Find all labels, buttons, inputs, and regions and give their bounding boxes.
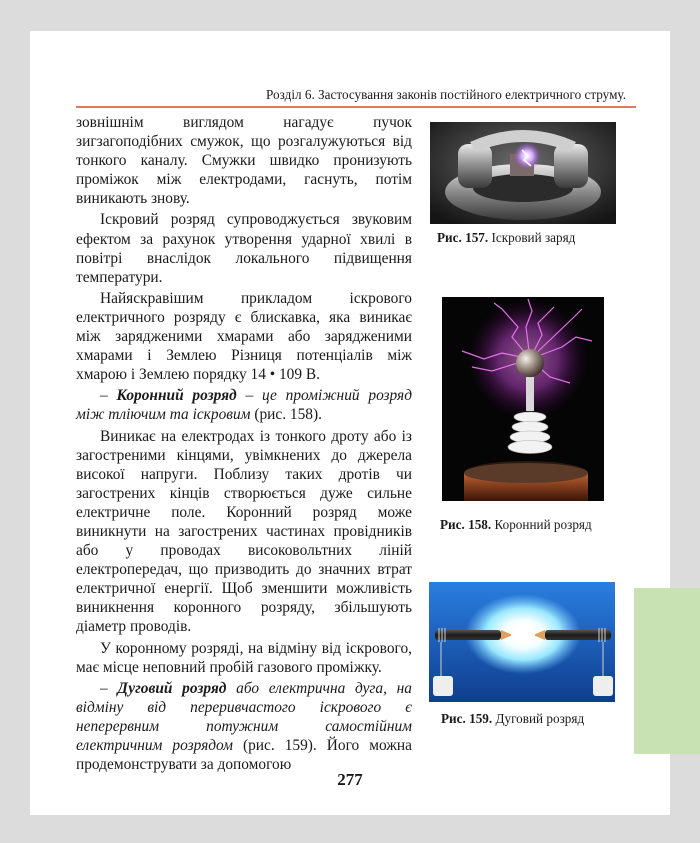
paragraph-6: У коронному розряді, на відміну від іскрового, має місце неповний пробій газового проміжку.	[76, 639, 412, 676]
page-number: 277	[337, 770, 363, 789]
figure-label: Рис. 157.	[437, 230, 489, 245]
dash: –	[100, 679, 118, 697]
body-text	[76, 113, 412, 776]
paragraph-arc-definition	[76, 679, 412, 774]
arc-definition: або електрична дуга, на відміну від переривчастого іскрового є неперервним потужним самостійним електричним розрядом	[76, 679, 412, 754]
figure-158-corona-image	[442, 297, 604, 501]
figure-158-caption	[440, 517, 592, 533]
paragraph-2: Іскровий розряд супроводжується звуковим ефектом за рахунок утворення ударної хвилі в повітрі внаслідок локального підвищення температури.	[76, 211, 412, 286]
paragraph-1: зовнішнім виглядом нагадує пучок зигзагоподібних смужок, що розгалужуються від тонкого каналу. Смужки швидко пронизують проміжок між електродами, гаснуть, потім виникають знову.	[76, 114, 412, 208]
term-arc: Дуговий розряд	[117, 679, 227, 697]
side-tab	[634, 588, 700, 754]
figure-ref: (рис. 159). Його можна продемонструвати за допомогою	[76, 737, 412, 774]
figure-157-caption	[437, 230, 575, 246]
figure-label: Рис. 158.	[440, 517, 492, 532]
corona-discharge-illustration	[442, 297, 604, 501]
spark-plug-illustration	[430, 122, 616, 224]
figure-ref: (рис. 158).	[250, 406, 322, 424]
term-corona: Коронний розряд	[116, 387, 237, 405]
figure-157-spark-image	[430, 122, 616, 224]
header-rule	[76, 106, 636, 108]
paragraph-3: Найяскравішим прикладом іскрового електричного розряду є блискавка, яка виникає між зарядженими хмарами або зарядженими хмарами і Землею Різниця потенціалів між хмарою і Землею порядку 14 • 109 В.	[76, 289, 412, 384]
figure-caption-text: Коронний розряд	[491, 517, 592, 532]
figure-159-arc-image	[429, 582, 615, 702]
figure-label: Рис. 159.	[441, 711, 493, 726]
paragraph-5: Виникає на електродах із тонкого дроту або із загостреними кінцями, увімкнених до джерела високої напруги. Поблизу таких дротів чи загострених кінців створюється дуже сильне електричне поле. Коронний розряд може виникнути на загострених частинах провідників або у проводах високовольтних ліній електропередач, що призводить до значних втрат електричної енергії. Щоб зменшити можливість виникнення коронного розряду, збільшують діаметр проводів.	[76, 427, 412, 636]
arc-discharge-illustration	[429, 582, 615, 702]
page-header: Розділ 6. Застосування законів постійного електричного струму.	[266, 87, 626, 102]
figure-caption-text: Іскровий заряд	[488, 230, 576, 245]
paragraph-corona-definition	[76, 386, 412, 424]
corona-definition: – це проміжний розряд між тліючим та іскровим	[76, 387, 412, 424]
figure-159-caption	[441, 711, 584, 727]
figure-caption-text: Дуговий розряд	[492, 711, 585, 726]
dash: –	[100, 387, 117, 405]
